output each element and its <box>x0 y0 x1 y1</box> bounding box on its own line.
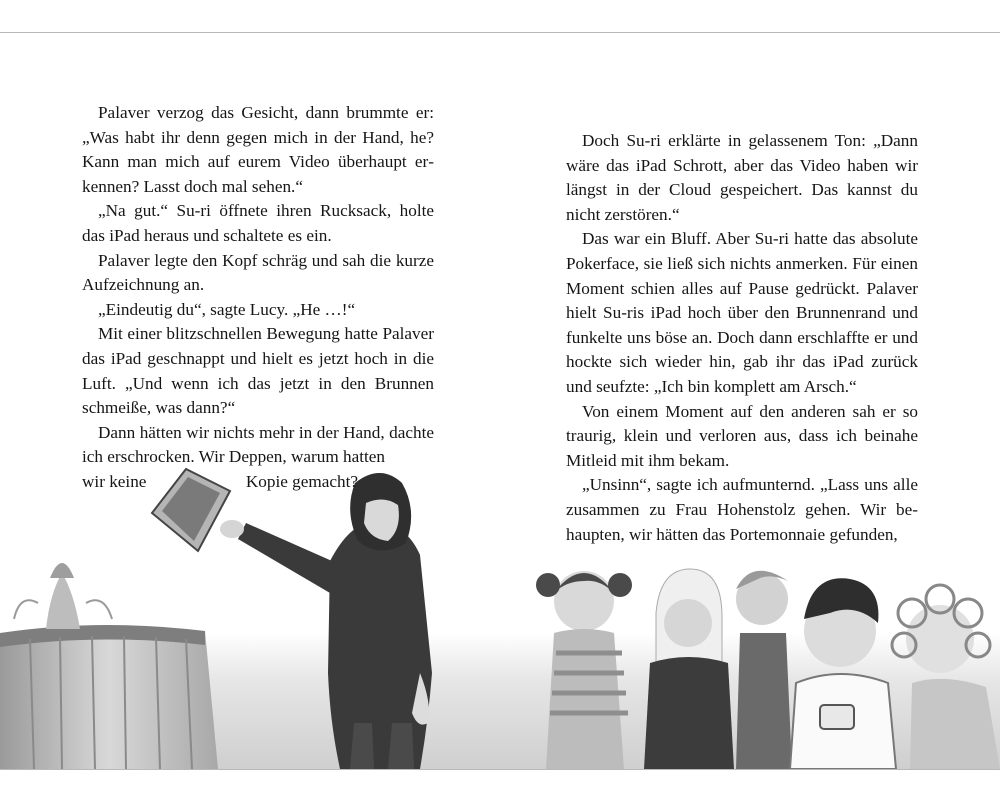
paragraph: „Unsinn“, sagte ich aufmunternd. „Lass uns alle zusammen zu Frau Hohenstolz gehen. Wir behaupten, wir hätten das Portemonnaie gefunden, <box>566 475 918 544</box>
last-line-start: wir keine <box>82 471 147 491</box>
kid-back-boy <box>736 571 792 769</box>
right-page <box>500 33 1000 769</box>
fountain <box>0 563 218 769</box>
book-spread <box>0 32 1000 770</box>
kid-blonde-girl <box>644 569 734 769</box>
paragraph: Palaver verzog das Gesicht, dann brummte er: „Was habt ihr denn gegen mich in der Hand, he? Kann man mich auf eurem Video überhaupt erkennen? Lasst doch mal sehen.“ <box>82 103 434 196</box>
left-page <box>0 33 500 769</box>
last-line <box>82 470 434 495</box>
paragraph: Doch Su-ri erklärte in gelassenem Ton: „Dann wäre das iPad Schrott, aber das Video haben wir längst in der Cloud gespeichert. Das kannst du nicht zerstören.“ <box>566 131 918 224</box>
left-page-text <box>82 101 434 495</box>
paragraph: „Na gut.“ Su-ri öffnete ihren Rucksack, holte das iPad heraus und schaltete es ein. <box>82 201 434 245</box>
paragraph: „Eindeutig du“, sagte Lucy. „He …!“ <box>98 299 356 319</box>
right-page-text <box>566 129 918 547</box>
last-line-end: Kopie gemacht? <box>245 471 358 491</box>
paragraph: Palaver legte den Kopf schräg und sah die kurze Aufzeichnung an. <box>82 250 434 295</box>
paragraph: Mit einer blitzschnellen Bewegung hatte Palaver das iPad geschnappt und hielt es jetzt hoch in die Luft. „Und wenn ich das jetzt in den Brunnen schmeiße, was dann?“ <box>82 324 434 418</box>
paragraph: Das war ein Bluff. Aber Su-ri hatte das absolute Pokerface, sie ließ sich nichts anmerken. Für einen Moment schien alles auf Pause gedrückt. Palaver hielt Su-ris iPad hoch über den Brunnenrand und funkelte uns böse an. Doch dann erschlaffte er und hockte sich wieder hin, gab ihr das iPad zurück und seufzte: „Ich bin komplett am Arsch.“ <box>566 229 918 396</box>
paragraph: Dann hätten wir nichts mehr in der Hand, dachte ich erschrocken. Wir Deppen, warum hatten <box>82 422 434 467</box>
paragraph: Von einem Moment auf den anderen sah er so traurig, klein und verloren aus, dass ich beinahe Mitleid mit ihm bekam. <box>566 401 918 470</box>
